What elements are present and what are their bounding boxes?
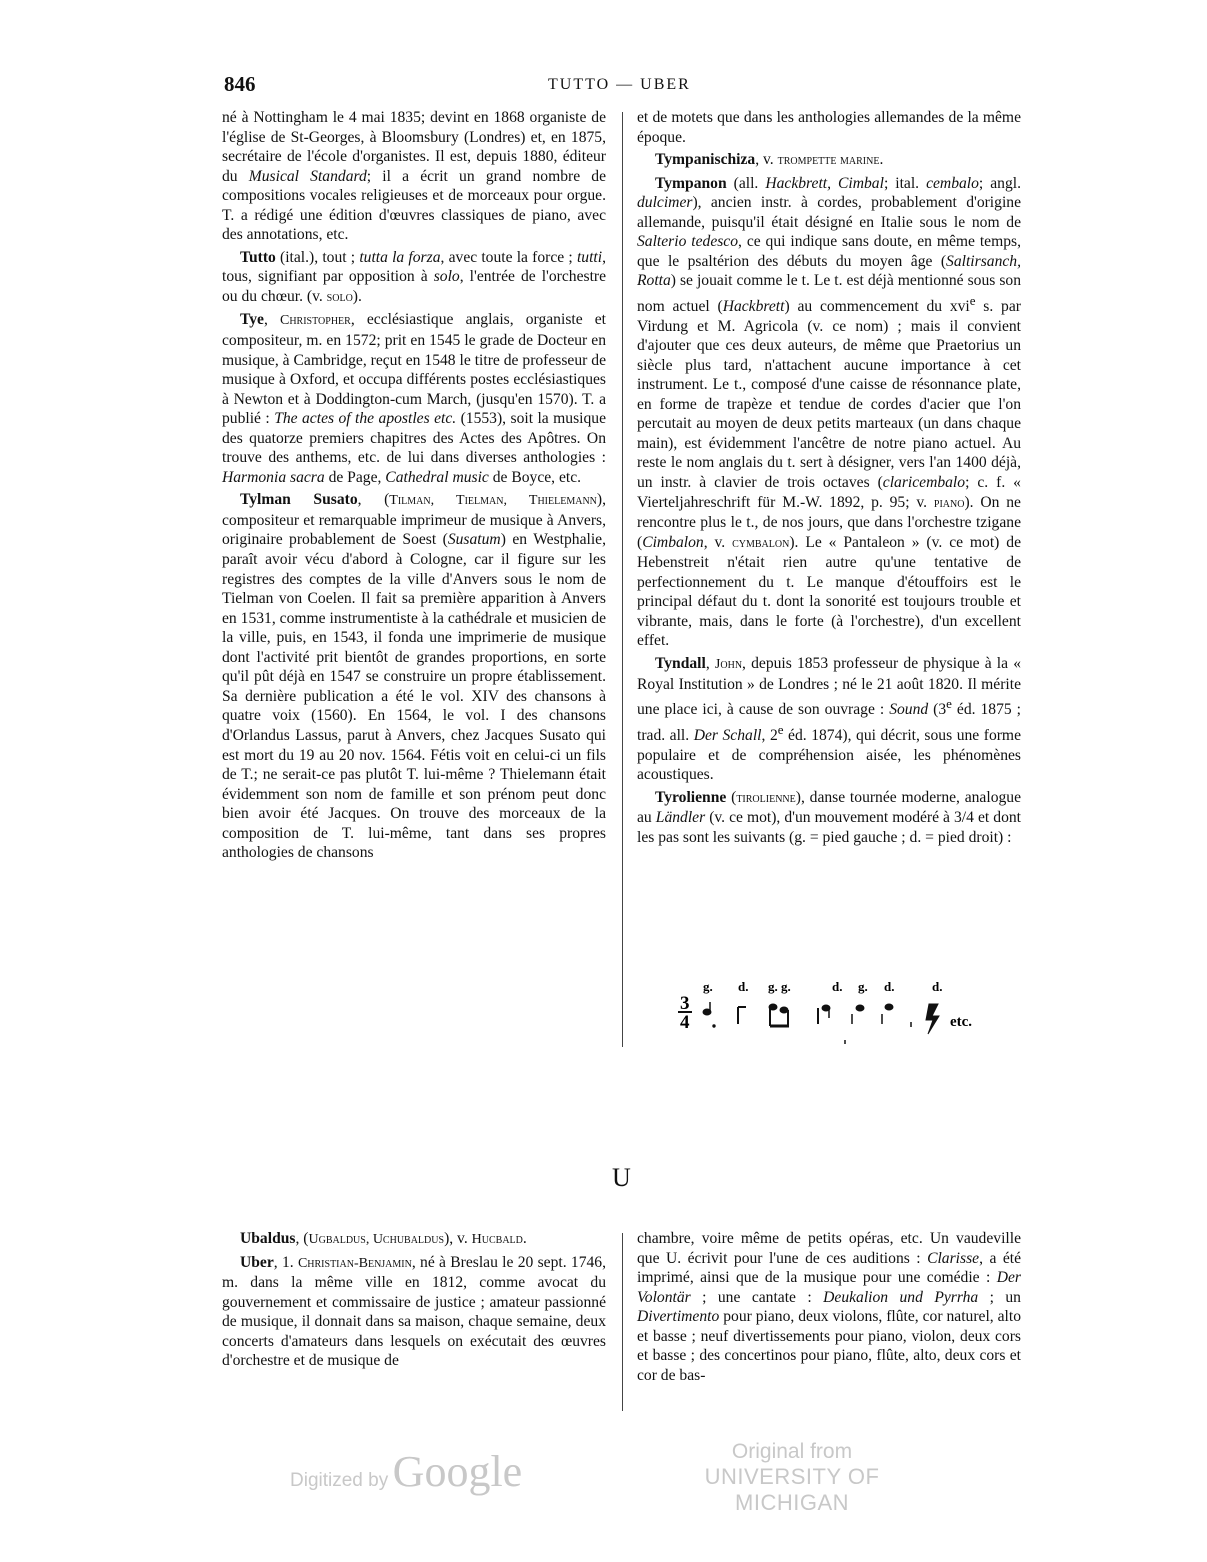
text-run: , l'entrée de l'orchestre ou du chœur. (v. (222, 268, 607, 305)
entry-headword: Tyrolienne (655, 788, 727, 806)
original-from-watermark (668, 1440, 916, 1516)
page-number: 846 (224, 72, 256, 96)
text-run: Susatum (447, 531, 501, 549)
text-run: Deukalion und Pyrrha (823, 1288, 979, 1306)
text-run: claricembalo (882, 474, 966, 492)
text-run: ) se jouait comme le t. Le t. est déjà mentionné sous son nom actuel ( (637, 272, 1021, 316)
text-run: Harmonia sacra (222, 468, 325, 486)
text-run: Der Volontär (637, 1269, 1021, 1306)
step-label: g. (858, 979, 868, 994)
entry-headword: Ubaldus (240, 1230, 296, 1247)
entry-paragraph (222, 490, 606, 862)
text-run: (3 (928, 701, 947, 719)
entry-headword: Tyndall (655, 654, 706, 672)
text-run: ), v. (444, 1230, 472, 1247)
entry-paragraph (637, 150, 1021, 171)
entry-paragraph (222, 248, 606, 308)
text-run: Der Schall (693, 726, 762, 744)
text-run: , ( (357, 491, 390, 509)
entry-headword: Tylman Susato (240, 491, 358, 509)
text-run: Cimbalon (642, 533, 704, 551)
text-run: e (969, 292, 976, 308)
step-label: g. (703, 979, 713, 994)
google-logo: Google (392, 1447, 523, 1496)
university-label: UNIVERSITY OF MICHIGAN (704, 1464, 880, 1515)
text-run: Saltirsanch, Rotta (637, 252, 1021, 290)
text-run: ), ancien instr. à cordes, probablement d'origine allemande, puisqu'il était désigné en Italie sous le nom de (637, 194, 1021, 231)
text-run: , depuis 1853 professeur de physique à la « Royal Institution » de Londres ; né le 21 août 1820. Il mérite une place ici, à cause de son ouvrage : (637, 654, 1022, 719)
text-run: , né à Breslau le 20 sept. 1746, m. dans la même ville en 1812, comme avocat du gouvernement et commissaire de justice ; amateur passionné de musique, il donnait dans sa maison, chaque semaine, deux concerts d'amateurs dans lesquels on exécutait des œuvres d'orchestre et de musique de (222, 1253, 606, 1370)
rhythm-notes (703, 1002, 939, 1044)
text-run: (all. (726, 174, 766, 192)
text-run: Ländler (655, 809, 706, 827)
text-run: ), compositeur et remarquable imprimeur de musique à Anvers, originaire probablement de Soest ( (222, 491, 606, 549)
text-run: dulcimer (637, 194, 693, 212)
text-run: trompette marine (777, 153, 880, 169)
column-divider-bottom (622, 1233, 623, 1411)
note-head (856, 1005, 864, 1011)
text-run: chambre, voire même de petits opéras, etc. Un vaudeville que U. écrivit pour l'une de ces auditions : (637, 1230, 1021, 1267)
text-run: Christopher (280, 313, 351, 329)
text-run: , v. (755, 151, 778, 169)
text-run: (1553), soit la musique des quatorze premiers chapitres des Actes des Apôtres. On trouve des anthems, etc. de lui dans diverses anthologies : (222, 410, 606, 467)
text-run: de Boyce, etc. (488, 468, 582, 486)
entry-headword: Tympanon (655, 174, 727, 192)
text-run: et de motets que dans les anthologies allemandes de la même époque. (637, 109, 1021, 146)
text-run: , ( (295, 1230, 309, 1247)
tyrolienne-step-notation (676, 974, 996, 1050)
text-run: Hackbrett (722, 298, 785, 316)
text-run: (ital.), tout ; (275, 248, 360, 266)
step-label: d. (738, 979, 749, 994)
text-run: pour piano, deux violons, flûte, cor naturel, alto et basse ; neuf divertissements pour piano, violon, deux cors et basse ; des concertinos pour piano, flûte, alto, deux cors et cor de bas- (637, 1308, 1021, 1384)
entry-paragraph (222, 1253, 606, 1371)
text-run: ( (726, 788, 737, 806)
step-label: d. (832, 979, 843, 994)
step-label: d. (932, 979, 943, 994)
text-run: , ce qui indique sans doute, en même temps, que le psaltérion des débuts du moyen âge ( (637, 233, 1021, 270)
text-run: , (263, 311, 280, 329)
entry-headword: Tutto (240, 248, 276, 266)
text-run: tutti (576, 248, 603, 266)
bottom-right-column (637, 1229, 1021, 1385)
digitized-label: Digitized by (290, 1470, 389, 1491)
entry-paragraph (222, 310, 606, 487)
text-run: Tilman, Tielman, Thielemann (389, 493, 597, 509)
running-head: TUTTO — UBER (548, 76, 691, 93)
entry-paragraph (637, 1229, 1021, 1385)
text-run: s. par Virdung et M. Agricola (v. ce nom) ; mais il convient d'ajouter que ces deux auteurs, de même que Praetorius un siècle plus tard, n'attachent aucune importance à cet instrument. Le t., composé d'une caisse de résonnance plate, en forme de trapèze et tendue de cordes d'acier que l'on percutait au moyen de deux petits marteaux (un dans chaque main), est évidemment l'ancêtre de notre piano actuel. Au reste le nom anglais du t. sert à désigner, vers l'an 1400 déjà, un instr. à clavier de trois octaves ( (637, 298, 1021, 492)
text-run: Ugbaldus, Uchubaldus (308, 1232, 445, 1247)
text-run: Hucbald (471, 1232, 523, 1247)
text-run: piano (933, 495, 965, 511)
text-run: The actes of the apostles etc. (274, 410, 457, 428)
text-run: e (946, 696, 952, 712)
text-run: cembalo (926, 174, 979, 192)
entry-paragraph (637, 654, 1021, 785)
text-run: ), danse tournée moderne, analogue au (637, 788, 1022, 827)
text-run: éd. 1875 ; trad. all. (637, 701, 1021, 744)
text-run: tutta la forza (359, 248, 441, 266)
text-run: ; c. f. « Vierteljahreschrift für M.-W. 1892, p. 95; v. (637, 474, 1021, 511)
text-run: Sound (889, 701, 929, 719)
entry-paragraph (637, 788, 1021, 848)
text-run: ; angl. (978, 174, 1021, 192)
text-run: ; un (978, 1288, 1021, 1306)
step-label: d. (884, 979, 895, 994)
entry-paragraph (637, 174, 1021, 651)
text-run: Salterio tedesco (637, 233, 739, 251)
entry-paragraph (637, 108, 1021, 147)
rest-symbol (926, 1004, 939, 1034)
entry-paragraph (222, 108, 606, 245)
left-column (222, 108, 606, 863)
text-run: e (777, 721, 784, 737)
text-run: , ecclésiastique anglais, organiste et compositeur, m. en 1572; prit en 1545 le grade de Docteur en musique, à Cambridge, reçut en 1548 le titre de professeur de musique à Oxford, et occupa différents postes ecclésiastiques à Newton et à Doddington-cum March, (jusqu'en 1570). T. a publié : (222, 311, 607, 428)
entry-headword: Tye (240, 311, 264, 329)
text-run: cymbalon (732, 535, 790, 551)
text-run: ) en Westphalie, paraît avoir vécu d'abord à Cologne, car il figure sur les registres des comptes de la ville d'Anvers sous le nom de Tielman von Coelen. Il fait sa première apparition à Anvers en 1531, comme instrumentiste à la cathédrale et musicien de la ville, puis, en 1543, il fonda une imprimerie de musique dont l'activité prit bientôt de grandes proportions, en sorte qu'il pût déjà en 1547 se construire un propre établissement. Sa dernière publication a été le vol. XIV des chansons à quatre voix (1560). En 1564, le vol. I des chansons d'Orlandus Lassus, parut à Anvers, chez Jacques Susato qui est mort du 19 au 20 nov. 1564. Fétis voit en celui-ci un fils de T.; ne serait-ce pas plutôt T. lui-même ? Thielemann était évidemment son nom de famille et son prénom peut donc bien avoir été Jacques. On trouve des morceaux de la composition de T. lui-même, tant dans ses propres anthologies de chansons (222, 531, 606, 862)
text-run: ). (352, 287, 362, 305)
original-from-label: Original from (731, 1440, 853, 1463)
text-run: John (714, 656, 743, 672)
text-run: , (705, 654, 715, 672)
text-run: ; il a écrit un grand nombre de compositions vocales religieuses et de morceaux pour orgue. T. a rédigé une édition d'œuvres classiques de piano, avec des annotations, etc. (222, 167, 606, 244)
text-run: Musical Standard (248, 167, 367, 185)
text-run: , avec toute la force ; (440, 248, 577, 266)
text-run: solo (433, 268, 460, 286)
text-run: Christian-Benjamin (297, 1255, 412, 1271)
text-run: ) au commencement du xvi (784, 298, 970, 316)
right-column (637, 108, 1021, 847)
entry-headword: Tympanischiza (655, 151, 756, 169)
text-run: de Page, (324, 468, 386, 486)
entry-headword: Uber (240, 1253, 274, 1271)
text-run: ). On ne rencontre plus le t., de nos jours, que dans l'orchestre tzigane ( (637, 493, 1021, 551)
text-run: (v. ce mot), d'un mouvement modéré à 3/4 et dont les pas sont les suivants (g. = pied gauche ; d. = pied droit) : (637, 809, 1021, 846)
music-etc: etc. (950, 1014, 973, 1030)
text-run: . (522, 1230, 527, 1247)
text-run: Divertimento (637, 1308, 720, 1326)
text-run: , 2 (761, 726, 778, 744)
step-label: g. g. (768, 979, 791, 994)
text-run: tirolienne (736, 790, 796, 806)
digitized-by-google-watermark (290, 1446, 522, 1497)
text-run: solo (326, 289, 353, 305)
text-run: . (879, 151, 884, 169)
text-run: , tous, signifiant par opposition à (222, 248, 606, 286)
note-head (780, 1007, 788, 1013)
text-run: ). Le « Pantaleon » (v. ce mot) de Hebenstreit n'était rien autre qu'une tentative de perfectionnement du t. Le manque d'étouffoirs est le principal défaut du t. dont la sonorité est toujours trouble et vibrante, mais, dans le forte (à l'orchestre), d'un excellent effet. (637, 533, 1021, 650)
note-head (885, 1004, 893, 1010)
time-signature-top: 3 (680, 993, 690, 1014)
text-run: ; ital. (883, 174, 927, 192)
text-run: éd. 1874), qui décrit, sous une forme populaire et de compréhension aisée, les phénomènes acoustiques. (637, 726, 1021, 784)
text-run: Clarisse (927, 1249, 980, 1267)
text-run: Hackbrett, Cimbal (765, 174, 884, 192)
section-letter: U (612, 1163, 631, 1192)
text-run: , v. (703, 533, 733, 551)
text-run: , a été imprimé, ainsi que de la musique pour une comédie : (637, 1249, 1022, 1287)
text-run: ; une cantate : (690, 1288, 824, 1306)
time-signature-bottom: 4 (680, 1012, 690, 1033)
text-run: né à Nottingham le 4 mai 1835; devint en 1868 organiste de l'église de St-Georges, à Bloomsbury (Londres) et, en 1875, secrétaire de l'école d'organistes. Il est, depuis 1880, éditeur du (222, 109, 606, 185)
text-run: , 1. (273, 1253, 298, 1271)
entry-paragraph (222, 1229, 606, 1250)
column-divider-top (622, 112, 623, 1047)
bottom-left-column (222, 1229, 606, 1371)
text-run: Cathedral music (385, 468, 489, 486)
